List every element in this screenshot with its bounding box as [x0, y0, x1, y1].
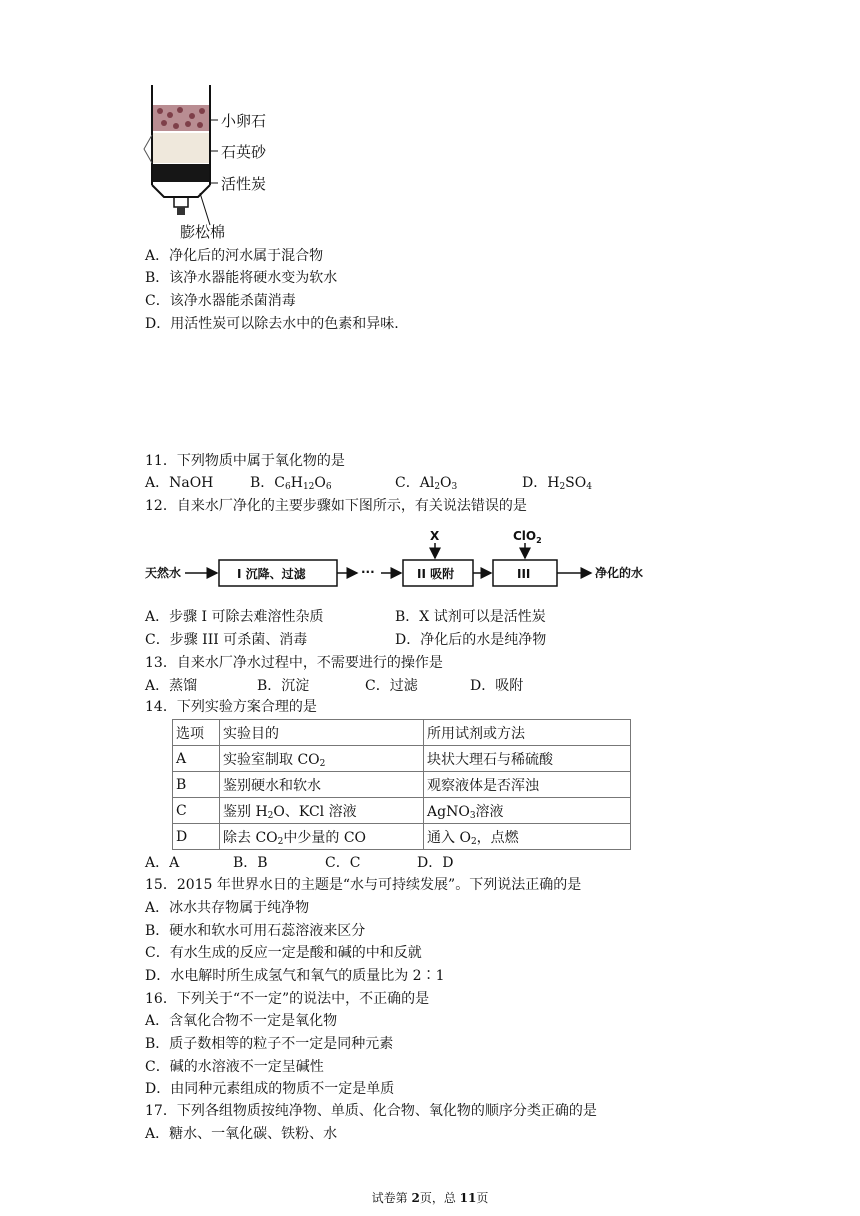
footer-page: 2: [411, 1191, 420, 1205]
q11-b-mid1: H: [290, 475, 303, 491]
cell-text: 鉴别 H: [223, 803, 268, 820]
cell-text: O、KCl 溶液: [273, 803, 357, 820]
flow-end-label: 净化的水: [595, 566, 644, 580]
flow-reagent-clo2-sub: 2: [536, 536, 542, 545]
q12-stem: 12．自来水厂净化的主要步骤如下图所示，有关说法错误的是: [145, 498, 527, 514]
flow-dots: ···: [361, 565, 375, 579]
cell-sub: 2: [277, 836, 284, 847]
q16-option-b[interactable]: B．质子数相等的粒子不一定是同种元素: [145, 1036, 394, 1052]
q11-option-c[interactable]: [395, 473, 457, 497]
q17-stem: 17．下列各组物质按纯净物、单质、化合物、氧化物的顺序分类正确的是: [145, 1103, 597, 1119]
cell-text: 中少量的 CO: [283, 829, 367, 846]
flow-step1-label: I 沉降、过滤: [237, 567, 306, 581]
flow-step2-label: II 吸附: [417, 567, 455, 581]
q11-c-prefix: C．Al: [395, 475, 435, 491]
q11-option-b[interactable]: [250, 473, 332, 497]
q11-d-prefix: D．H: [522, 475, 560, 491]
table-row: [173, 772, 631, 798]
table-header: 选项: [173, 720, 220, 746]
q14-stem: 14．下列实验方案合理的是: [145, 699, 317, 715]
activated-carbon-layer: [153, 164, 209, 182]
label-activated-carbon: 活性炭: [221, 175, 267, 193]
cell-text: 观察液体是否浑浊: [427, 777, 539, 794]
cell-text: 块状大理石与稀硫酸: [427, 751, 553, 768]
q17-option-a[interactable]: A．糖水、一氧化碳、铁粉、水: [145, 1126, 338, 1142]
cell-text: AgNO: [427, 803, 470, 820]
water-treatment-flow-diagram: [145, 528, 655, 598]
q12-option-d[interactable]: D．净化后的水是纯净物: [395, 632, 547, 648]
label-cotton: 膨松棉: [180, 223, 226, 241]
footer-suffix: 页: [476, 1191, 489, 1205]
q13-option-b[interactable]: B．沉淀: [257, 678, 310, 694]
cell-sub: 2: [267, 810, 274, 821]
q16-option-a[interactable]: A．含氧化合物不一定是氧化物: [145, 1013, 338, 1029]
q14-answer-a[interactable]: A．A: [145, 855, 180, 871]
flow-reagent-x: X: [430, 529, 440, 543]
q15-option-a[interactable]: A．冰水共存物属于纯净物: [145, 900, 310, 916]
table-cell-method: [424, 746, 631, 772]
table-cell-option: D: [173, 824, 220, 850]
q10-option-a[interactable]: A．净化后的河水属于混合物: [145, 248, 324, 264]
cell-sub: 3: [469, 810, 476, 821]
cell-sub: 2: [470, 836, 477, 847]
q11-b-mid2: O: [314, 475, 326, 491]
quartz-sand-layer: [153, 133, 209, 163]
table-row: [173, 746, 631, 772]
table-cell-method: [424, 772, 631, 798]
table-cell-option: B: [173, 772, 220, 798]
cell-sub: 2: [319, 758, 326, 769]
q11-d-sub1: 2: [559, 482, 566, 492]
page-footer: [0, 1189, 860, 1206]
experiment-table: [172, 719, 631, 850]
q11-option-d[interactable]: [522, 473, 592, 497]
q10-option-d[interactable]: D．用活性炭可以除去水中的色素和异味.: [145, 316, 399, 332]
table-cell-method: [424, 798, 631, 824]
q10-option-c[interactable]: C．该净水器能杀菌消毒: [145, 293, 296, 309]
table-cell-method: [424, 824, 631, 850]
cell-text: 鉴别硬水和软水: [223, 777, 321, 794]
q11-c-sub2: 3: [451, 482, 458, 492]
q11-c-mid: O: [440, 475, 452, 491]
table-cell-goal: [220, 772, 424, 798]
table-cell-option: A: [173, 746, 220, 772]
q15-option-b[interactable]: B．硬水和软水可用石蕊溶液来区分: [145, 923, 366, 939]
water-filter-figure: [140, 85, 290, 245]
label-pebbles: 小卵石: [221, 112, 267, 130]
q12-option-c[interactable]: C．步骤 III 可杀菌、消毒: [145, 632, 308, 648]
q15-option-d[interactable]: D．水电解时所生成氢气和氧气的质量比为 2∶1: [145, 968, 445, 984]
table-cell-option: C: [173, 798, 220, 824]
cell-text: 通入 O: [427, 829, 471, 846]
q14-answer-b[interactable]: B．B: [233, 855, 268, 871]
q11-d-mid: SO: [565, 475, 587, 491]
cell-text: 实验室制取 CO: [223, 751, 320, 768]
q11-stem: 11．下列物质中属于氧化物的是: [145, 453, 345, 469]
q11-b-prefix: B．C: [250, 475, 285, 491]
label-quartz-sand: 石英砂: [221, 143, 267, 161]
q12-option-b[interactable]: B．X 试剂可以是活性炭: [395, 609, 546, 625]
q13-stem: 13．自来水厂净水过程中，不需要进行的操作是: [145, 655, 443, 671]
q12-option-a[interactable]: A．步骤 I 可除去难溶性杂质: [145, 609, 324, 625]
q16-stem: 16．下列关于“不一定”的说法中，不正确的是: [145, 991, 430, 1007]
table-row: [173, 824, 631, 850]
table-cell-goal: [220, 824, 424, 850]
table-header-row: [173, 720, 631, 746]
cell-text: 溶液: [475, 803, 504, 820]
q15-stem: 15．2015 年世界水日的主题是“水与可持续发展”。下列说法正确的是: [145, 877, 582, 893]
q13-option-d[interactable]: D．吸附: [470, 678, 524, 694]
flow-start-label: 天然水: [145, 566, 182, 580]
flow-reagent-clo2-main: ClO: [513, 529, 537, 543]
cell-text: ，点燃: [476, 829, 519, 846]
table-cell-goal: [220, 798, 424, 824]
q14-answer-d[interactable]: D．D: [417, 855, 454, 871]
table-header: 所用试剂或方法: [424, 720, 631, 746]
footer-prefix: 试卷第: [371, 1191, 412, 1205]
q11-b-sub2: 12: [302, 482, 315, 492]
q11-d-sub2: 4: [586, 482, 592, 492]
q13-option-a[interactable]: A．蒸馏: [145, 678, 198, 694]
cell-text: 除去 CO: [223, 829, 278, 846]
footer-total: 11: [459, 1191, 477, 1205]
q15-option-c[interactable]: C．有水生成的反应一定是酸和碱的中和反就: [145, 945, 422, 961]
filter-column: [144, 85, 210, 215]
q11-option-a[interactable]: A．NaOH: [145, 475, 214, 491]
q16-option-d[interactable]: D．由同种元素组成的物质不一定是单质: [145, 1081, 395, 1097]
flow-reagent-clo2: [513, 529, 542, 545]
footer-mid: 页，总: [419, 1191, 460, 1205]
flow-step3-label: III: [517, 567, 531, 581]
q11-b-sub3: 6: [325, 482, 332, 492]
q11-c-sub1: 2: [434, 482, 441, 492]
table-row: [173, 798, 631, 824]
table-cell-goal: [220, 746, 424, 772]
q14-answer-c[interactable]: C．C: [325, 855, 361, 871]
q16-option-c[interactable]: C．碱的水溶液不一定呈碱性: [145, 1059, 324, 1075]
q10-option-b[interactable]: B．该净水器能将硬水变为软水: [145, 270, 338, 286]
table-header: 实验目的: [220, 720, 424, 746]
q11-b-sub1: 6: [285, 482, 291, 492]
q13-option-c[interactable]: C．过滤: [365, 678, 418, 694]
